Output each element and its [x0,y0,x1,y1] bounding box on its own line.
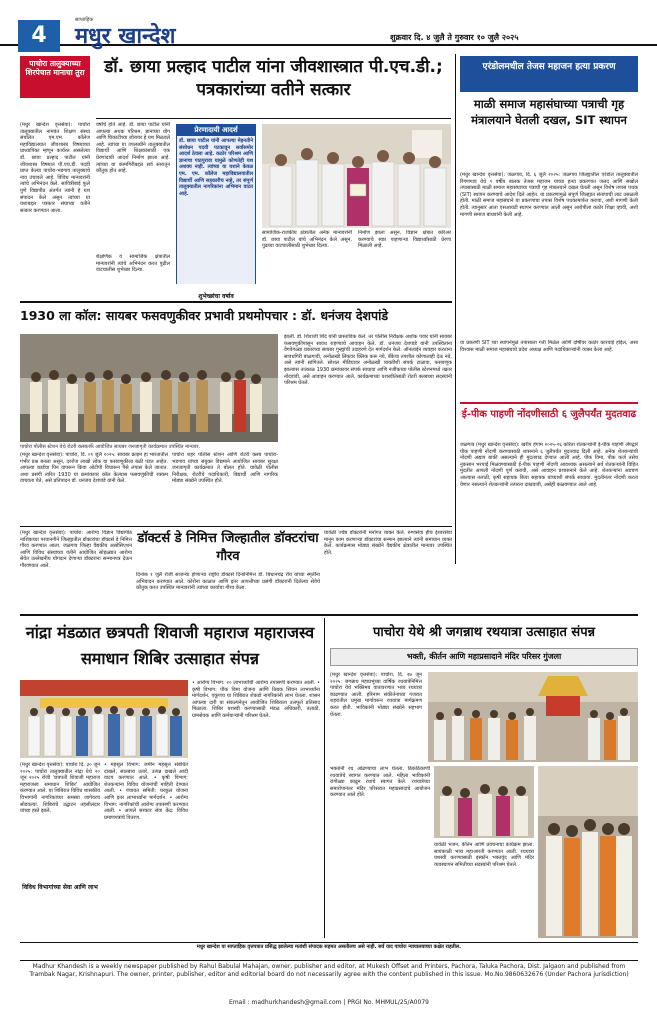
story1-caption-right: निर्माण झाला असून, विज्ञान क्षेत्रात करिअर करण्याचे स्वप्न पाहणाऱ्या विद्यार्थ्यांसाठी प्रेरणा मिळाली आहे. [358,230,451,250]
lower-top-rule [20,614,638,616]
story5-photo3 [538,766,638,938]
column-divider [455,54,456,564]
procession-photo-image [538,766,638,938]
right1-headline: माळी समाज महासंघाच्या पत्राची गृह मंत्रालयाने घेतली दखल, SIT स्थापन [471,97,627,127]
footer-imprint: Madhur Khandesh is a weekly newspaper published by Rahul Babulal Mahajan, owner, publisher and editor, at Mukesh Offset and Printers, Pachora, Taluka Pachora, Dist. Jalgaon and published from Trambak Nagar, Krishnapuri. The owner, printer, publisher, editor and editorial board do not necessarily agree with the content published in this issue. Mo.No.9860632676 (Under Pachora jurisdiction) [29,963,629,978]
footer-top-rule [20,942,638,943]
inspire-title: प्रेरणादायी आदर्श [177,125,255,136]
footer-notice: मधुर खान्देश या साप्ताहिक वृत्तपत्रात प्रसिद्ध झालेल्या मतांशी संपादक सहमत असतीलच असे नाही. सर्व वाद पाचोरा न्यायालयाच्या कक्षेत राहतील. [196,944,462,950]
inspire-box [176,124,256,284]
right2-headline: ई-पीक पाहणी नोंदणीसाठी ६ जुलैपर्यंत मुदतवाढ [461,409,637,420]
story5-body-a: (मधुर खान्देश वृत्तसेवा): पाचोरा, दि. २७ जून २०२५: जगन्नाथ महाप्रभूंच्या वार्षिक रथयात्रेनिमित्त पाचोरा येथे भक्तिमय वातावरणात भव्य रथयात्रा काढण्यात आली. हरिनाम संकीर्तनाच्या गजरात शहरातील प्रमुख मार्गावरून रथयात्रा मार्गक्रमण करत होती. भाविकांनी मोठ्या संख्येने सहभाग घेतला. [330,672,422,718]
story2-photo-caption: पाचोरा पोलीस स्टेशन येथे रोटरी क्लबतर्फे आयोजित सायबर जनजागृती कार्यक्रमात उपस्थित मान्यवर. [20,444,201,450]
story5-photo2 [434,766,534,838]
story1-signoff: शुभेच्छांचा वर्षाव [198,293,234,300]
story3-body-a: (मधुर खान्देश वृत्तसेवा): पाचोरा: आरोग्य विज्ञान विद्यापीठ नाशिकच्या परवानगीने जिल्ह्यातील डॉक्टरांचा डॉक्टर्स डे निमित्त गौरव करण्यात आला. जळगाव जिल्हा वैद्यकीय असोसिएशन आणि विविध संस्थांच्या वतीने आयोजित सोहळ्यात आरोग्य सेवेत उल्लेखनीय योगदान देणाऱ्या डॉक्टरांना सन्मानपत्र देऊन गौरवण्यात आले. [20,530,132,569]
story2-body-a: (मधुर खान्देश वृत्तसेवा): पाचोरा, दि. ०१ जुलै २०२५: सायबर क्राइम हा भारतातील गंभीर प्रश्न बनला असून, दररोज लाखो लोक या फसवणुकीला बळी पडत आहेत. आपल्या कार्डचा पिन वापरून किंवा ओटीपी विचारून पैसे लंपास केले जातात. अशा प्रसंगी त्वरित 1930 या क्रमांकावर कॉल केल्यास फसवणुकीची रक्कम वाचवता येते, असे प्रतिपादन डॉ. धनंजय देशपांडे यांनी केले. [20,452,168,485]
story4-headline: नांद्रा मंडळात छत्रपती शिवाजी महाराज महाराजस्व समाधान शिबिर उत्साहात संपन्न [25,623,315,668]
award-photo-image [262,124,451,228]
right1-body: (मधुर खान्देश वृत्तसेवा): जळगाव, दि. ६ जुलै २०२५: जळगाव जिल्ह्यातील एरंडोल तालुक्यातील रिंगणगाव येथे ९ वर्षीय बालक तेजस महाजन याच्या हत्या प्रकरणात जलद आणि सखोल तपासासाठी माळी समाज महासंघाच्या पत्राची गृह मंत्रालयाने दखल घेतली असून विशेष तपास पथक (SIT) स्थापन करण्याचे आदेश दिले आहेत. या प्रकरणामुळे संपूर्ण जिल्ह्यात संतापाची लाट उसळली होती. माळी समाज महासंघाने या प्रकरणाचा तपास विशेष पथकामार्फत करावा, अशी मागणी केली होती. त्यानुसार आता एसआयटी स्थापन करण्यात आली असून आरोपीला कठोर शिक्षा व्हावी, अशी मागणी समाज बांधवांनी केली आहे. [460,172,638,218]
devotees-photo-image [434,766,534,838]
story1-photo [262,124,451,228]
story5-headline: पाचोरा येथे श्री जगन्नाथ रथयात्रा उत्साहात संपन्न [372,625,595,640]
issue-date: शुक्रवार दि. ४ जुलै ते गुरुवार १० जुलै २०२५ [390,33,519,42]
lower-divider [324,618,325,938]
story4-body-b: • महसूल विभाग: जमीन महसूल संबंधित दाखले, सातबारा उतारे, उत्पन्न दाखले आदी वाटप करण्यात आले. • कृषी विभाग: शेतकऱ्यांना विविध योजनांची माहिती देण्यात आली. • पंचायत समिती: घरकुल योजना आणि इतर लाभार्थ्यांना मार्गदर्शन. • आरोग्य विभाग: नागरिकांची आरोग्य तपासणी करण्यात आली. • आपले सरकार सेवा केंद्र: विविध प्रमाणपत्रांचे वितरण. [104,762,188,821]
story1-body-b: वर्षांचे होते आहे. डॉ. छाया पाटील यांनी आपल्या अथक परिश्रम, ज्ञानाच्या योग आणि चिकाटीच्या जोरावर हे यश मिळवले आहे. त्यांच्या या उपलब्धीने तालुक्यातील विद्यार्थी आणि शिक्षकांसाठी एक प्रेरणादायी आदर्श निर्माण झाला आहे. त्यांच्या या कामगिरीबद्दल सर्व स्तरातून कौतुक होत आहे. [96,122,170,175]
story1-rule [96,118,451,119]
pachora-badge: पाचोरा तालुक्याच्या शिरपेचात मानाचा तुरा [20,56,90,98]
story5-subhead: भक्ती, कीर्तन आणि महाप्रसादाने मंदिर परिसर गुंजला [330,648,638,666]
story5-body-b: भक्तांनी रथ ओढण्याचा लाभ घेतला. ठिकठिकाणी रथयात्रेचे स्वागत करण्यात आले. महिला भाविकांनी रांगोळ्या काढून रथाचे स्वागत केले. रथयात्रेच्या समारोपानंतर मंदिर परिसरात महाप्रसादाचे आयोजन करण्यात आले होते. [330,766,430,799]
story2-headline: 1930 ला कॉल: सायबर फसवणुकीवर प्रभावी प्रथमोपचार : डॉ. धनंजय देशपांडे [20,308,389,323]
paper-tag: साप्ताहिक [75,17,94,23]
right1-body2: या प्रकरणी SIT च्या स्थापनेमुळे तपासाला गती मिळेल आणि दोषींवर कठोर कारवाई होईल, असा विश्वास माळी समाज महासंघाचे प्रदेश अध्यक्ष आणि पदाधिकाऱ्यांनी व्यक्त केला आहे. [460,340,638,353]
story1-body-a: (मधुर खान्देश वृत्तसेवा): पाचोरा तालुक्यातील नामवंत शिक्षण संस्था संचलित एम.एम. कॉलेज महाविद्यालयात जीवशास्त्र विषयाच्या प्राध्यापिका म्हणून कार्यरत असलेल्या डॉ. छाया प्रल्हाद पाटील यांनी जीवशास्त्र विषयात पी.एच.डी. पदवी प्राप्त केल्या पाचोरा-भडगाव तालुक्याचे नाव उंचावले आहे. विविध मान्यवरांनी त्यांचे अभिनंदन केले. सावित्रीबाई फुले पुणे विद्यापीठ अंतर्गत त्यांनी हे यश संपादन केले असून त्यांच्या या यशाबद्दल पत्रकार संघाच्या वतीने सत्कार करण्यात आला. [20,122,90,214]
camp-photo-image [20,680,188,758]
right2-body: जळगाव (मधुर खान्देश वृत्तसेवा): खरीप हंगाम २०२५-२६ करिता शेतकऱ्यांनी ई-पीक पाहणी अ‍ॅपद्वारे पीक पाहणी नोंदणी करण्यासाठी शासनाने ६ जुलैपर्यंत मुदतवाढ दिली आहे. अनेक शेतकऱ्यांची नोंदणी अद्याप बाकी असल्याने ही मुदतवाढ देण्यात आली आहे. पीक विमा, पीक कर्ज तसेच नुकसान भरपाई मिळवण्यासाठी ई-पीक पाहणी नोंदणी आवश्यक असल्याने सर्व शेतकऱ्यांनी विहित मुदतीत आपली नोंदणी पूर्ण करावी, असे आवाहन प्रशासनाने केले आहे. शेतकऱ्यांना अडचण आल्यास तलाठी, कृषी सहायक किंवा सहायक यांच्याशी संपर्क साधावा. मुदतीनंतर नोंदणी करता येणार नसल्याने शेतकऱ्यांनी तत्परता दाखवावी, असेही कळवण्यात आले आहे. [460,442,638,488]
story2-top-rule [20,301,452,303]
story2-body-c: झाली. डॉ. शिवाजी शिंदे यांनी प्रास्ताविक केले. तर पोलीस निरीक्षक अशोक पवार यांनी सायबर फसवणुकीपासून सावध राहण्याचे आवाहन केले. डॉ. धनंजय देशपांडे यांनी उपस्थितांना वेगवेगळ्या प्रकारच्या सायबर गुन्ह्यांची उदाहरणे देत मार्गदर्शन केले. ऑनलाईन व्यवहार करताना सावधगिरी बाळगावी, अनोळखी लिंकवर क्लिक करू नये, बँकेचा तपशील कोणालाही देऊ नये, असे त्यांनी सांगितले. सोशल मीडियावर अनोळखी व्यक्तींशी संपर्क टाळावा, फसवणूक झाल्यास तात्काळ 1930 क्रमांकावर संपर्क साधावा आणि नजीकच्या पोलीस स्टेशनमध्ये तक्रार नोंदवावी, असे आवाहन करण्यात आले. कार्यक्रमाच्या यशस्वीतेसाठी रोटरी क्लबच्या सदस्यांनी परिश्रम घेतले. [284,334,452,387]
page-number: 4 [18,20,60,52]
footer-mid-rule [20,960,638,961]
story2-body-b: पाचोरा शहर पोलीस स्टेशन आणि रोटरी क्लब पाचोरा-भडगाव यांच्या संयुक्त विद्यमाने आयोजित सायबर सुरक्षा जनजागृती कार्यक्रमात ते बोलत होते. यावेळी पोलीस निरीक्षक, रोटरीचे पदाधिकारी, विद्यार्थी आणि नागरिक मोठ्या संख्येने उपस्थित होते. [172,452,278,485]
footer-email: Email : madhurkhandesh@gmail.com | PRGI No. MHMUL/25/A0079 [229,999,429,1006]
rathyatra-photo-image [428,672,638,762]
story5-body-c: यावेळी भजन, कीर्तन आणि प्रवचनाचा कार्यक्रम झाला. सायंकाळी भव्य महाआरती करण्यात आली. रथयात्रा यशस्वी करण्यासाठी इस्कॉन भक्तवृंद आणि मंदिर व्यवस्थापन समितीच्या सदस्यांनी परिश्रम घेतले. [434,842,534,868]
right1-kicker: एरंडोलमधील तेजस महाजन हत्या प्रकरण [460,56,638,92]
paper-title: मधुर खान्देश [75,24,176,49]
right2-head-wrap [460,402,638,440]
story1-body-c: शैक्षणिक व सामाजिक क्षेत्रातील मान्यवरांनी त्यांचे अभिनंदन करत पुढील वाटचालीस शुभेच्छा दिल्या. [96,254,170,274]
story3-body-c: यावेळी ज्येष्ठ डॉक्टरांनी मनोगत व्यक्त केले. रुग्णसेवा हीच ईश्वरसेवा मानून काम करणाऱ्या डॉक्टरांचा सन्मान झाल्याने त्यांनी समाधान व्यक्त केले. कार्यक्रमास मोठ्या संख्येने वैद्यकीय क्षेत्रातील मान्यवर उपस्थित होते. [324,530,452,556]
story3-headline: डॉक्टर्स डे निमित्त जिल्हातील डॉक्टरांचा गौरव [137,531,319,564]
story3-body-b: दिनांक १ जुलै रोजी साजऱ्या होणाऱ्या राष्ट्रीय डॉक्टर्स दिनानिमित्त डॉ. बिधानचंद्र रॉय यांच्या स्मृतींना अभिवादन करण्यात आले. कोरोना काळात आणि इतर आपत्तीच्या प्रसंगी डॉक्टरांनी दिलेल्या सेवेचे कौतुक करत उपस्थित मान्यवरांनी त्यांच्या कार्याचा गौरव केला. [136,572,320,592]
story4-body-a: (मधुर खान्देश वृत्तसेवा): पाचोरा दि. ३० जून २०२५: पाचोरा तालुक्यातील नांद्रा येथे २० जून २०२५ रोजी 'छत्रपती शिवाजी महाराज महाराजस्व समाधान शिबिर' आयोजित करण्यात आले. या शिबिरात विविध शासकीय विभागांनी नागरिकांच्या समस्या जागेवरच सोडवल्या. शिबिराचे उद्घाटन तहसीलदार यांच्या हस्ते झाले. [20,762,100,815]
story5-photo [428,672,638,762]
story1-headline: डॉ. छाया प्रल्हाद पाटील यांना जीवशास्त्रात पी.एच.डी.; पत्रकारांच्या वतीने सत्कार [104,57,443,100]
inspire-body: डॉ. छाया पाटील यांनी आपल्या मेहनतीने संशोधन पदवी पटकावून सर्वांसमोर आदर्श ठेवला आहे. कठोर परिश्रम आणि ज्ञानाचा पाठपुरावा यामुळे कोणतेही यश अशक्य नाही. त्यांच्या या यशाने केवळ एम. एम. कॉलेज महाविद्यालयातील विद्यार्थी आणि सहकारीच नव्हे, तर संपूर्ण तालुक्यातील नागरिकांना अभिमान वाटत आहे. [177,136,255,284]
story4-section-title: विविध विभागांच्या सेवा आणि लाभ [22,884,98,891]
cyber-event-photo-image [20,334,278,442]
story4-photo [20,680,188,758]
story4-body-c: • आरोग्य विभाग: २० लाभार्थ्यांची आरोग्य तपासणी करण्यात आली. • कृषी विभाग: पीक विमा योजना आणि ठिबक सिंचन लाभार्थ्यांना मार्गदर्शन. एकूणच या शिबिरात शेकडो नागरिकांनी लाभ घेतला. शासन आपल्या दारी या संकल्पनेतून आयोजित शिबिराला उत्स्फूर्त प्रतिसाद मिळाला. शिबिर यशस्वी करण्यासाठी मंडळ अधिकारी, तलाठी, ग्रामसेवक आणि कर्मचाऱ्यांनी परिश्रम घेतले. [192,680,320,719]
story3-top-rule [20,526,452,527]
story2-photo [20,334,278,442]
story1-caption-left: सामाजिक-राजकीय क्षेत्रातील अनेक मान्यवरांनी डॉ. छाया पाटील यांचे अभिनंदन केले असून, पुढच्या वाटचालीसाठी शुभेच्छा दिल्या. [262,230,352,250]
